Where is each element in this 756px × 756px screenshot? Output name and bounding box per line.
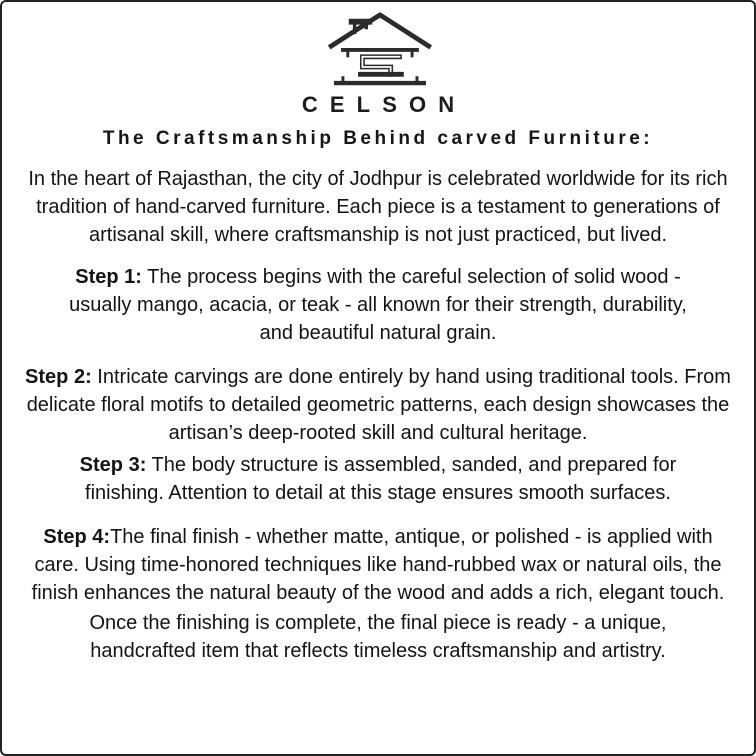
body-text [2,165,754,665]
paragraph-text: The body structure is assembled, sanded, and prepared for finishing. Attention to detail at this stage ensures smooth surfaces. [85,454,677,504]
page-title: The Craftsmanship Behind carved Furniture: [102,128,654,149]
step-label: Step 2: [25,366,92,388]
step-label: Step 4: [43,526,111,548]
step-label: Step 3: [79,454,147,476]
paragraph-text: The final finish - whether matte, antique, or polished - is applied with care. Using time-honored techniques like hand-rubbed wax or natural oils, the finish enhances the natural beauty of the wood and adds a rich, elegant touch. [31,526,725,604]
step-3-paragraph [52,451,704,507]
header [2,2,754,150]
s-monogram-outer [362,57,399,75]
step-label: Step 1: [75,266,142,288]
intro-paragraph [25,165,731,249]
house-with-s-monogram-icon [319,10,437,86]
closing-paragraph [44,609,712,665]
paragraph-text: Intricate carvings are done entirely by hand using traditional tools. From delicate floral motifs to detailed geometric patterns, each design showcases the artisan’s deep-rooted skill and cultural heritage. [26,366,731,444]
paragraph-text: The process begins with the careful selection of solid wood - usually mango, acacia, or teak - all known for their strength, durability, and beautiful natural grain. [69,266,687,344]
step-2-paragraph [25,363,731,447]
step-4-paragraph [20,523,736,607]
roof [331,15,428,46]
step-1-paragraph [50,263,706,347]
brand-name: CELSON [301,92,467,117]
paragraph-text: In the heart of Rajasthan, the city of Jodhpur is celebrated worldwide for its rich tradition of hand-carved furniture. Each piece is a testament to generations of artisanal skill, where craftsmanship is not just practiced, but lived. [28,168,728,246]
paragraph-text: Once the finishing is complete, the final piece is ready - a unique, handcrafted item that reflects timeless craftsmanship and artistry. [89,612,667,662]
